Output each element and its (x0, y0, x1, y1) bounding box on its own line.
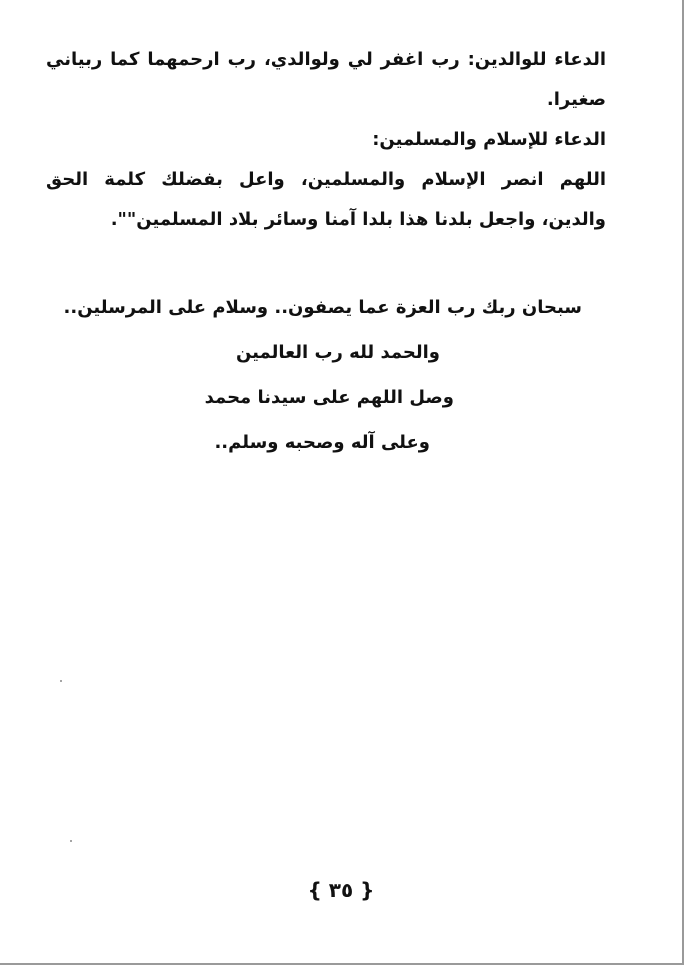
closing-line-praise: والحمد لله رب العالمين (235, 342, 440, 363)
closing-line-glorification: سبحان ربك رب العزة عما يصفون.. وسلام على المرسلين.. (63, 297, 582, 318)
closing-line-family: وعلى آله وصحبه وسلم.. (214, 432, 430, 453)
page-number: { ٣٥ } (307, 878, 375, 902)
islam-prayer-heading: الدعاء للإسلام والمسلمين: (372, 129, 606, 150)
parents-prayer-paragraph: الدعاء للوالدين: رب اغفر لي ولوالدي، رب ارحمهما كما ربياني صغيرا. (46, 49, 606, 110)
islam-prayer-paragraph: اللهم انصر الإسلام والمسلمين، واعل بفضلك كلمة الحق والدين، واجعل بلدنا هذا بلدا آمنا وسائر بلاد المسلمين"". (46, 169, 606, 230)
scan-speck (70, 840, 72, 842)
scan-speck (60, 680, 62, 682)
closing-line-salutation: وصل اللهم على سيدنا محمد (204, 387, 454, 408)
